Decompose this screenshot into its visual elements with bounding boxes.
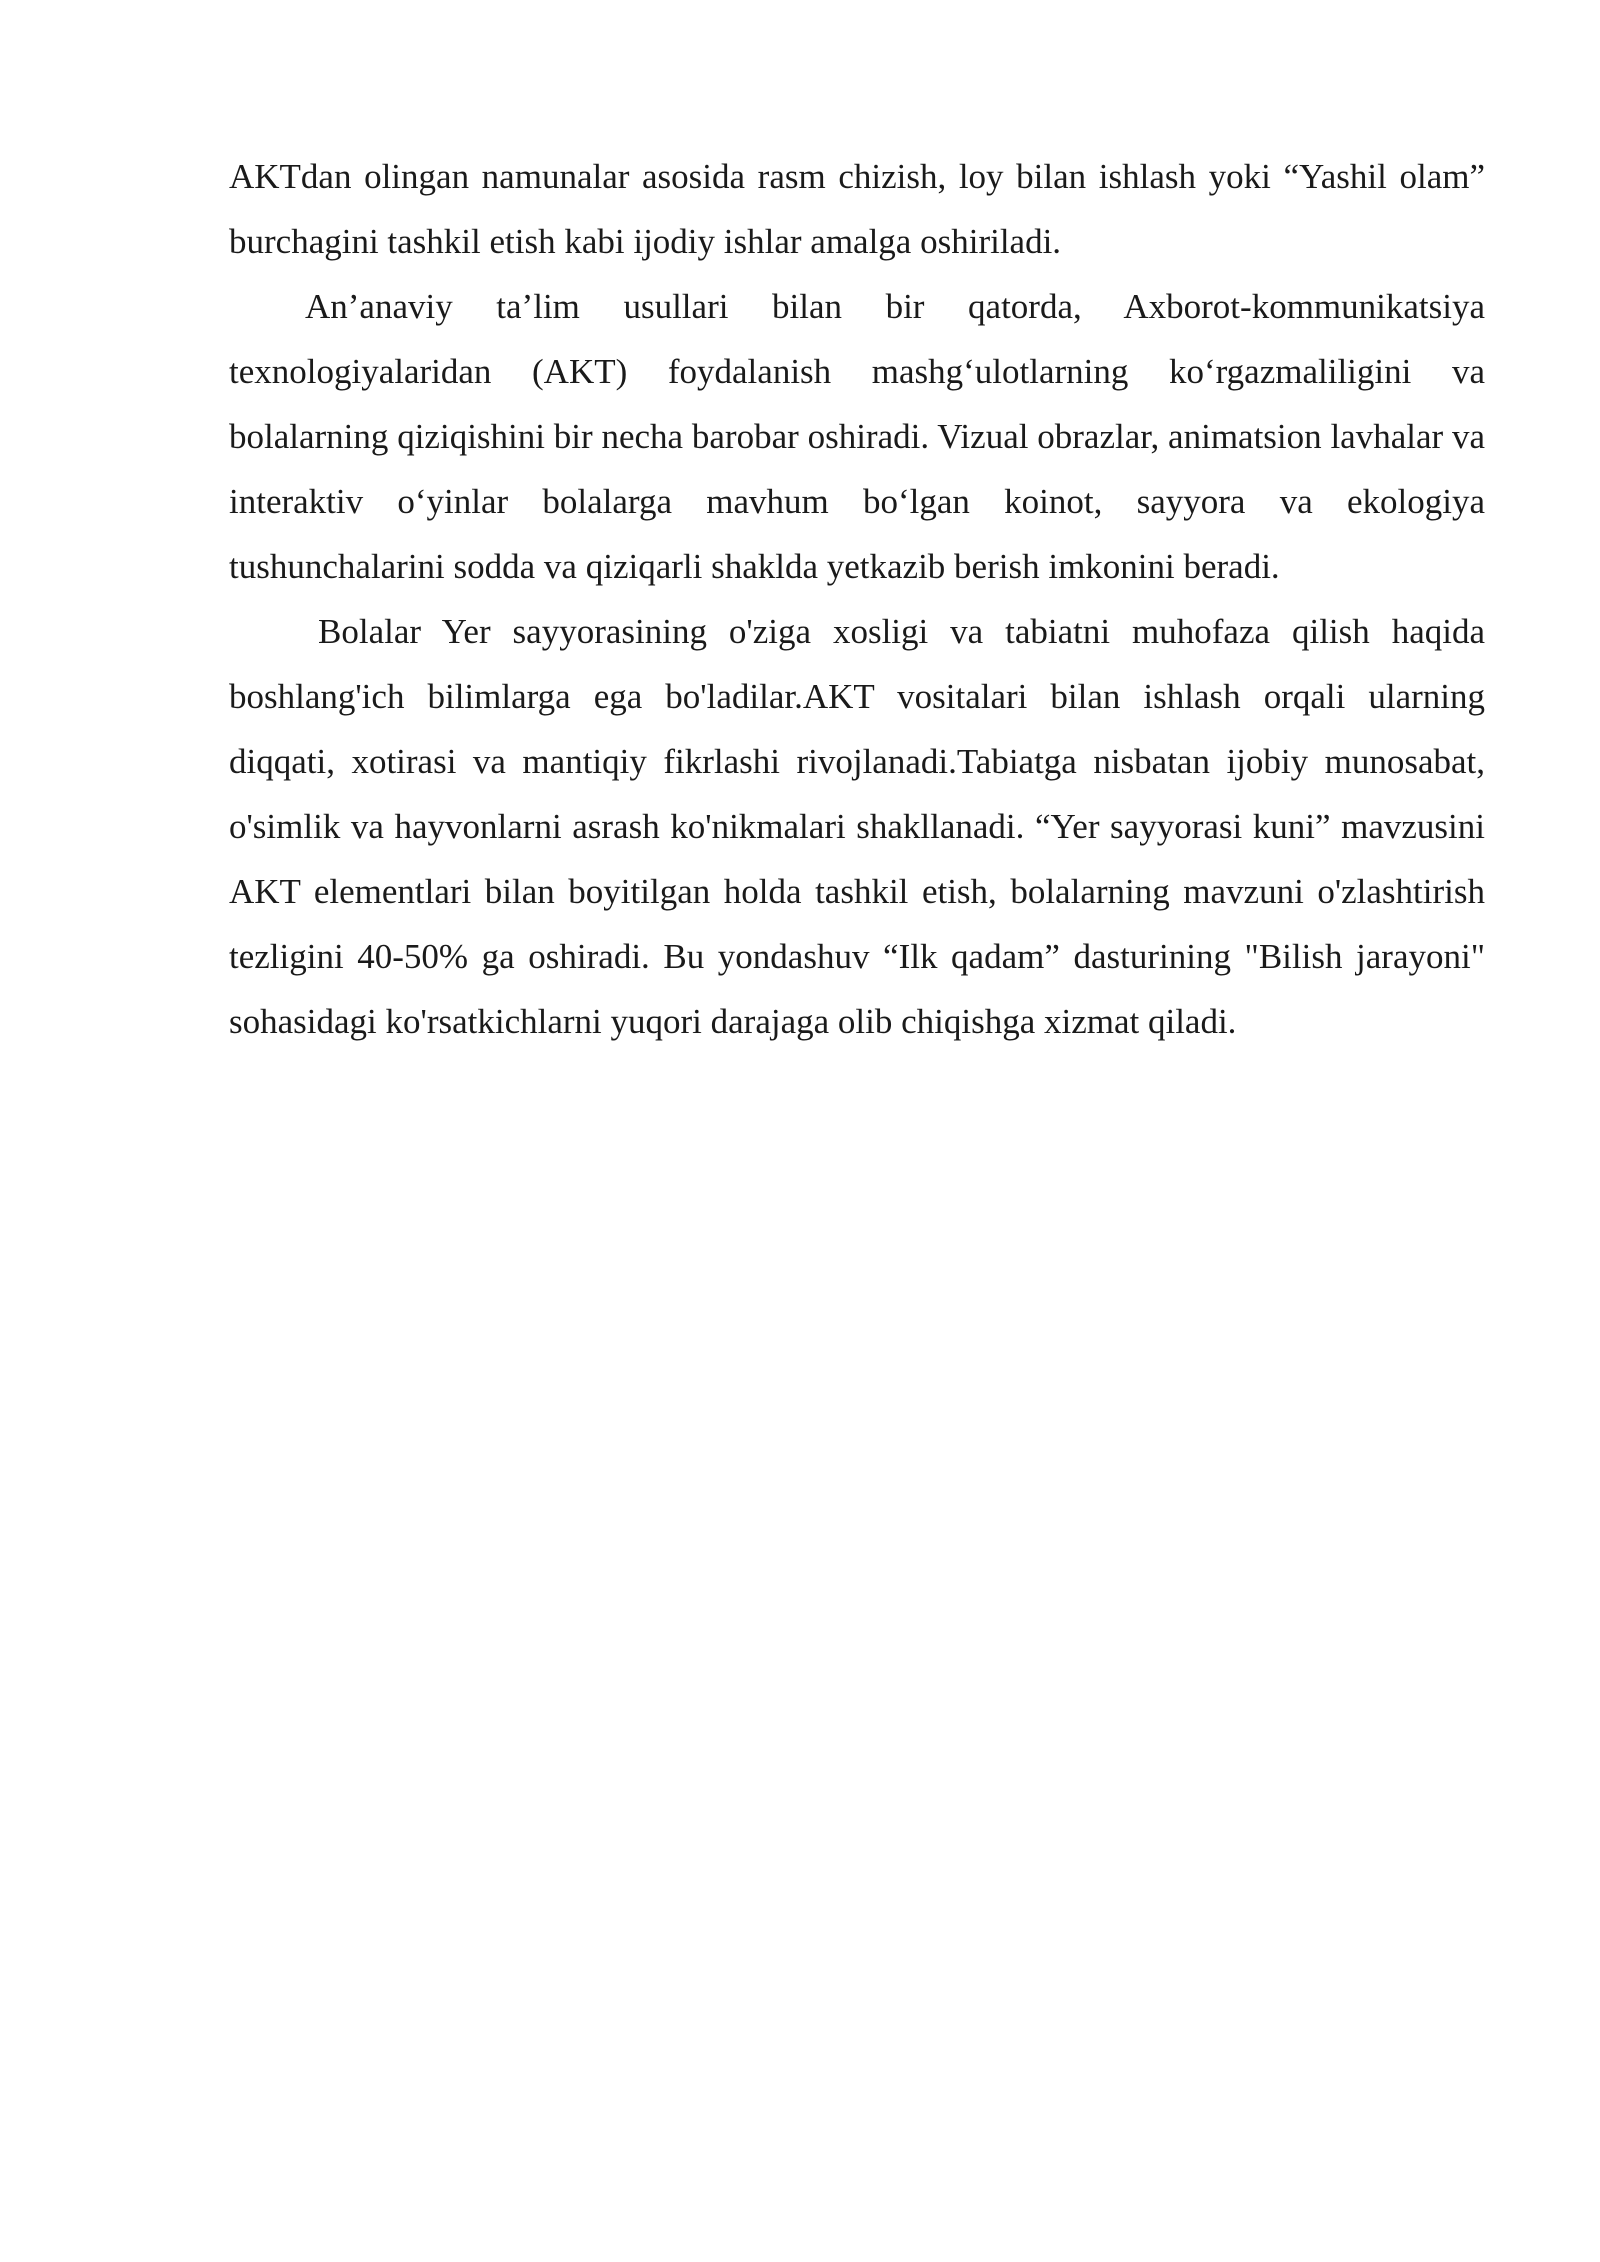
paragraph-earth-knowledge: Bolalar Yer sayyorasining o'ziga xosligi va tabiatni muhofaza qilish haqida boshlang'ich bilimlarga ega bo'ladilar.AKT vositalari bilan ishlash orqali ularning diqqati, xotirasi va mantiqiy fikrlashi rivojlanadi.Tabiatga nisbatan ijobiy munosabat, o'simlik va hayvonlarni asrash ko'nikmalari shakllanadi. “Yer sayyorasi kuni” mavzusini AKT elementlari bilan boyitilgan holda tashkil etish, bolalarning mavzuni o'zlashtirish tezligini 40-50% ga oshiradi. Bu yondashuv “Ilk qadam” dasturining "Bilish jarayoni" sohasidagi ko'rsatkichlarni yuqori darajaga olib chiqishga xizmat qiladi. xyxy=(229,612,1485,1041)
paragraph-ict-benefits: An’anaviy ta’lim usullari bilan bir qatorda, Axborot-kommunikatsiya texnologiyalaridan (AKT) foydalanish mashg‘ulotlarning ko‘rgazmaliligini va bolalarning qiziqishini bir necha barobar oshiradi. Vizual obrazlar, animatsion lavhalar va interaktiv o‘yinlar bolalarga mavhum bo‘lgan koinot, sayyora va ekologiya tushunchalarini sodda va qiziqarli shaklda yetkazib berish imkonini beradi. xyxy=(229,287,1485,586)
paragraph-continuation: AKTdan olingan namunalar asosida rasm chizish, loy bilan ishlash yoki “Yashil olam” burchagini tashkil etish kabi ijodiy ishlar amalga oshiriladi. xyxy=(229,157,1485,261)
document-body xyxy=(229,144,1485,1054)
